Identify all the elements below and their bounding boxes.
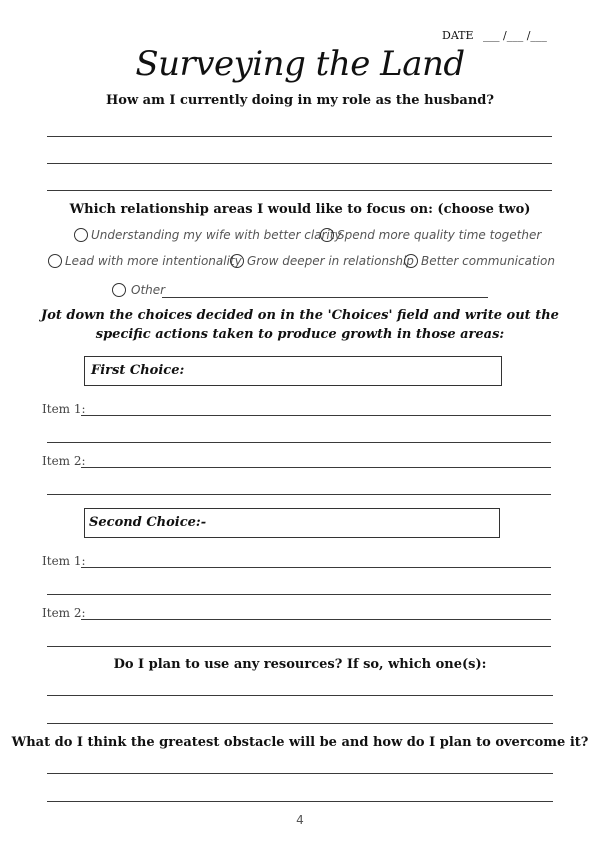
option-label: Spend more quality time together: [337, 228, 542, 242]
question-focus: Which relationship areas I would like to focus on: (choose two): [69, 202, 531, 217]
first-item-1-label: Item 1:: [42, 402, 86, 416]
question-resources: Do I plan to use any resources? If so, which one(s):: [113, 657, 487, 672]
option-label: Better communication: [421, 254, 555, 268]
first-choice-box[interactable]: [84, 356, 502, 386]
first-item-2-line[interactable]: [81, 467, 551, 468]
answer-line[interactable]: [47, 163, 552, 164]
option-quality-time[interactable]: [320, 228, 541, 242]
option-communication[interactable]: [404, 254, 555, 268]
answer-line[interactable]: [47, 190, 552, 191]
radio-icon[interactable]: [230, 254, 244, 268]
resources-line[interactable]: [47, 723, 553, 724]
instructions-line-2: specific actions taken to produce growth in those areas:: [95, 327, 505, 342]
second-choice-box[interactable]: [84, 508, 500, 538]
radio-icon[interactable]: [320, 228, 334, 242]
second-item-1-label: Item 1:: [42, 554, 86, 568]
option-grow[interactable]: [230, 254, 414, 268]
second-choice-label: Second Choice:-: [89, 515, 207, 530]
answer-line[interactable]: [47, 136, 552, 137]
obstacle-line[interactable]: [47, 773, 553, 774]
resources-line[interactable]: [47, 695, 553, 696]
radio-icon[interactable]: [48, 254, 62, 268]
other-line[interactable]: [162, 297, 488, 298]
option-label: Understanding my wife with better clarity: [91, 228, 342, 242]
date-field[interactable]: [442, 29, 547, 42]
option-other[interactable]: [112, 283, 165, 297]
option-understanding[interactable]: [74, 228, 342, 242]
question-role: How am I currently doing in my role as the husband?: [106, 93, 494, 108]
option-label: Other: [131, 283, 166, 297]
instructions-line-1: Jot down the choices decided on in the 'Choices' field and write out the: [41, 308, 559, 323]
second-item-2-line[interactable]: [81, 619, 551, 620]
obstacle-line[interactable]: [47, 801, 553, 802]
option-label: Grow deeper in relationship: [247, 254, 414, 268]
radio-icon[interactable]: [112, 283, 126, 297]
first-choice-label: First Choice:: [91, 363, 185, 378]
option-label: Lead with more intentionality: [65, 254, 242, 268]
question-obstacle: What do I think the greatest obstacle will be and how do I plan to overcome it?: [11, 735, 589, 750]
radio-icon[interactable]: [74, 228, 88, 242]
second-item-1-line-2[interactable]: [47, 594, 551, 595]
option-lead[interactable]: [48, 254, 242, 268]
date-label: DATE: [442, 29, 474, 42]
first-item-1-line-2[interactable]: [47, 442, 551, 443]
first-item-2-line-2[interactable]: [47, 494, 551, 495]
page-number: 4: [296, 813, 304, 827]
page-title: Surveying the Land: [135, 44, 465, 84]
first-item-1-line[interactable]: [81, 415, 551, 416]
second-item-2-label: Item 2:: [42, 606, 86, 620]
first-item-2-label: Item 2:: [42, 454, 86, 468]
date-value: ___ /___ /___: [483, 29, 547, 42]
radio-icon[interactable]: [404, 254, 418, 268]
second-item-1-line[interactable]: [81, 567, 551, 568]
second-item-2-line-2[interactable]: [47, 646, 551, 647]
